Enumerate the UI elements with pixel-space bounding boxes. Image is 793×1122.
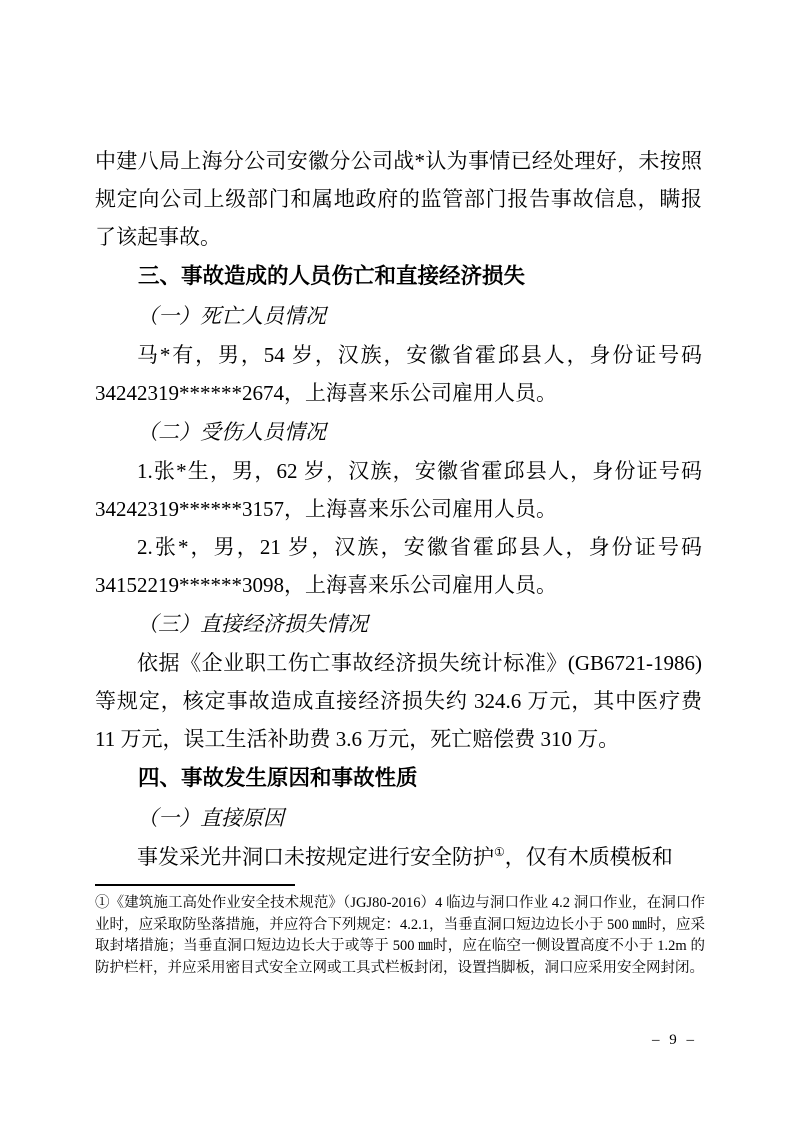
footnote-divider: [95, 884, 295, 886]
paragraph: 中建八局上海分公司安徽分公司战*认为事情已经处理好，未按照规定向公司上级部门和属地政府的监管部门报告事故信息，瞒报了该起事故。: [95, 149, 702, 249]
footnote-text: ①《建筑施工高处作业安全技术规范》（JGJ80-2016）4 临边与洞口作业 4.2 洞口作业，在洞口作业时，应采取防坠落措施，并应符合下列规定：4.2.1，当垂直洞口短边边长小于 500 ㎜时，应采取封堵措施；当垂直洞口短边边长大于或等于 500 ㎜时，应在临空一侧设置高度不小于 1.2m 的防护栏杆，并应采用密目式安全立网或工具式栏板封闭，设置挡脚板，洞口应采用安全网封闭。: [95, 895, 705, 976]
footnote-section: [95, 884, 705, 979]
page-number: – 9 –: [652, 1032, 697, 1048]
section-heading-3: 三、事故造成的人员伤亡和直接经济损失: [138, 264, 526, 288]
paragraph: 1.张*生，男，62 岁，汉族，安徽省霍邱县人，身份证号码34242319******3157，上海喜来乐公司雇用人员。: [95, 459, 702, 521]
subsection-heading-economic-loss: （三）直接经济损失情况: [137, 612, 368, 636]
page-content: [95, 142, 702, 876]
subsection-heading-fatalities: （一）死亡人员情况: [137, 304, 326, 328]
subsection-heading-injured: （二）受伤人员情况: [137, 420, 326, 444]
section-heading-4: 四、事故发生原因和事故性质: [138, 766, 418, 790]
paragraph-text: ，仅有木质模板和: [504, 845, 673, 869]
footnote-reference-mark: ①: [494, 845, 505, 859]
subsection-heading-direct-cause: （一）直接原因: [137, 806, 284, 830]
paragraph-text: 事发采光井洞口未按规定进行安全防护: [137, 845, 494, 869]
paragraph: 依据《企业职工伤亡事故经济损失统计标准》(GB6721-1986)等规定，核定事故造成直接经济损失约 324.6 万元，其中医疗费 11 万元，误工生活补助费 3.6 万元，死亡赔偿费 310 万。: [95, 651, 702, 751]
paragraph: 马*有，男，54 岁，汉族，安徽省霍邱县人，身份证号码34242319******2674，上海喜来乐公司雇用人员。: [95, 343, 702, 405]
paragraph: [95, 838, 702, 876]
paragraph: 2.张*，男，21 岁，汉族，安徽省霍邱县人，身份证号码34152219******3098，上海喜来乐公司雇用人员。: [95, 535, 702, 597]
